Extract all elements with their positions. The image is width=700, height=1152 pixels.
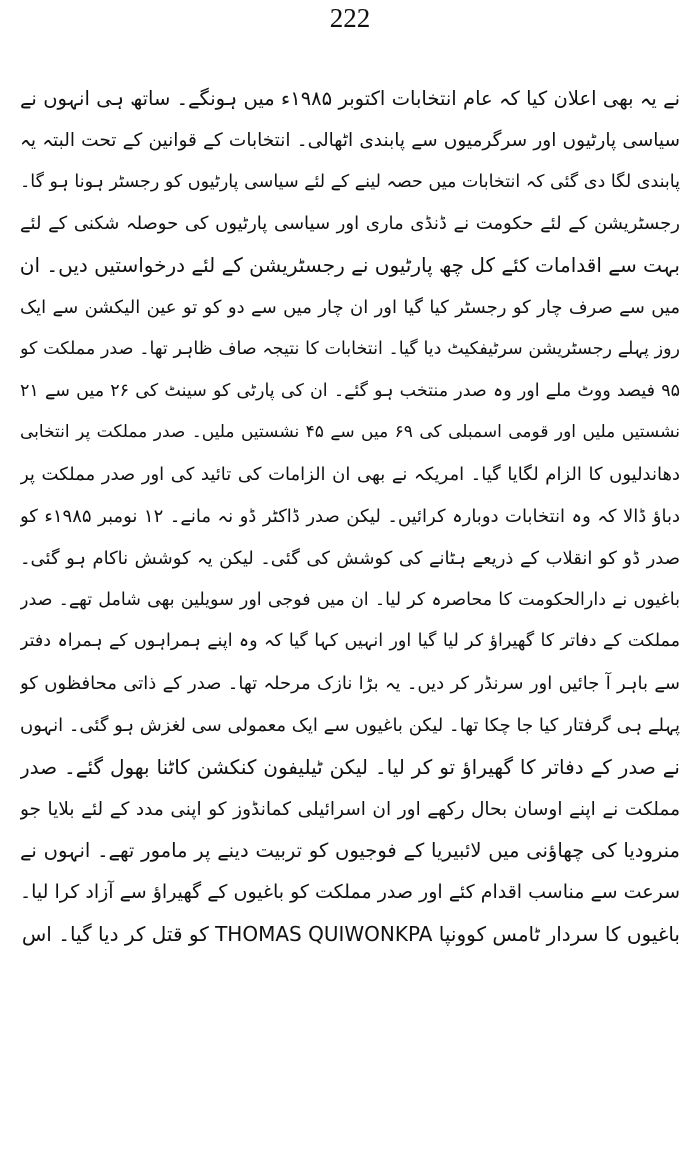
- text-line-11: دباؤ ڈالا کہ وہ انتخابات دوبارہ کرائیں۔ لیکن صدر ڈاکٹر ڈو نہ مانے۔ ۱۲ نومبر ۱۹۸۵ء کو: [20, 505, 680, 527]
- text-line-10: دھاندلیوں کا الزام لگایا گیا۔ امریکہ نے بھی ان الزامات کی تائید کی اور صدر مملکت پر: [20, 464, 680, 486]
- text-line-5: بہت سے اقدامات کئے کل چھ پارٹیوں نے رجسٹریشن کے لئے درخواستیں دیں۔ ان: [20, 253, 680, 278]
- text-line-19: منرودیا کی چھاؤنی میں لائبیریا کے فوجیوں کو تربیت دینے پر مامور تھے۔ انہوں نے: [20, 839, 680, 863]
- text-line-14: مملکت کے دفاتر کا گھیراؤ کر لیا گیا اور انہیں کہا گیا کہ وہ اپنے ہمراہوں کے ہمراہ دفتر: [20, 631, 680, 652]
- text-line-9: نشستیں ملیں اور قومی اسمبلی کی ۶۹ میں سے ۴۵ نشستیں ملیں۔ صدر مملکت پر انتخابی: [20, 422, 680, 443]
- text-line-17: نے صدر کے دفاتر کا گھیراؤ تو کر لیا۔ لیکن ٹیلیفون کنکشن کاٹنا بھول گئے۔ صدر: [20, 754, 680, 779]
- text-line-13: باغیوں نے دارالحکومت کا محاصرہ کر لیا۔ ان میں فوجی اور سویلین بھی شامل تھے۔ صدر: [20, 589, 680, 610]
- text-line-4: رجسٹریشن کے لئے حکومت نے ڈنڈی ماری اور سیاسی پارٹیوں کی حوصلہ شکنی کے لئے: [20, 213, 680, 235]
- text-line-20: سرعت سے مناسب اقدام کئے اور صدر مملکت کو باغیوں کے گھیراؤ سے آزاد کرا لیا۔: [20, 881, 680, 904]
- text-line-8: ۹۵ فیصد ووٹ ملے اور وہ صدر منتخب ہو گئے۔ ان کی پارٹی کو سینٹ کی ۲۶ میں سے ۲۱: [20, 380, 680, 401]
- text-line-7: روز پہلے رجسٹریشن سرٹیفکیٹ دیا گیا۔ انتخابات کا نتیجہ صاف ظاہر تھا۔ صدر مملکت کو: [20, 338, 680, 359]
- page-number: 222: [329, 3, 371, 33]
- text-line-2: سیاسی پارٹیوں اور سرگرمیوں سے پابندی اٹھالی۔ انتخابات کے قوانین کے تحت البتہ یہ: [20, 129, 680, 151]
- urdu-body-text: [20, 78, 680, 956]
- text-line-3: پابندی لگا دی گئی کہ انتخابات میں حصہ لینے کے لئے سیاسی پارٹیوں کو رجسٹر ہونا ہو گا۔: [20, 171, 680, 192]
- text-line-15: سے باہر آ جائیں اور سرنڈر کر دیں۔ یہ بڑا نازک مرحلہ تھا۔ صدر کے ذاتی محافظوں کو: [20, 673, 680, 695]
- text-line-18: مملکت نے اپنے اوسان بحال رکھے اور ان اسرائیلی کمانڈوز کو اپنی مدد کے لئے بلایا جو: [20, 798, 680, 820]
- text-line-1: نے یہ بھی اعلان کیا کہ عام انتخابات اکتوبر ۱۹۸۵ء میں ہونگے۔ ساتھ ہی انہوں نے: [20, 87, 680, 110]
- text-line-12: صدر ڈو کو انقلاب کے ذریعے ہٹانے کی کوشش کی گئی۔ لیکن یہ کوشش ناکام ہو گئی۔: [20, 547, 680, 569]
- text-line-6: میں سے صرف چار کو رجسٹر کیا گیا اور ان چار میں سے دو کو تو عین الیکشن سے ایک: [20, 296, 680, 318]
- text-line-21: باغیوں کا سردار ٹامس کوونپا THOMAS QUIWONKPA کو قتل کر دیا گیا۔ اس: [21, 921, 680, 946]
- text-line-16: پہلے ہی گرفتار کیا جا چکا تھا۔ لیکن باغیوں سے ایک معمولی سی لغزش ہو گئی۔ انہوں: [20, 714, 680, 736]
